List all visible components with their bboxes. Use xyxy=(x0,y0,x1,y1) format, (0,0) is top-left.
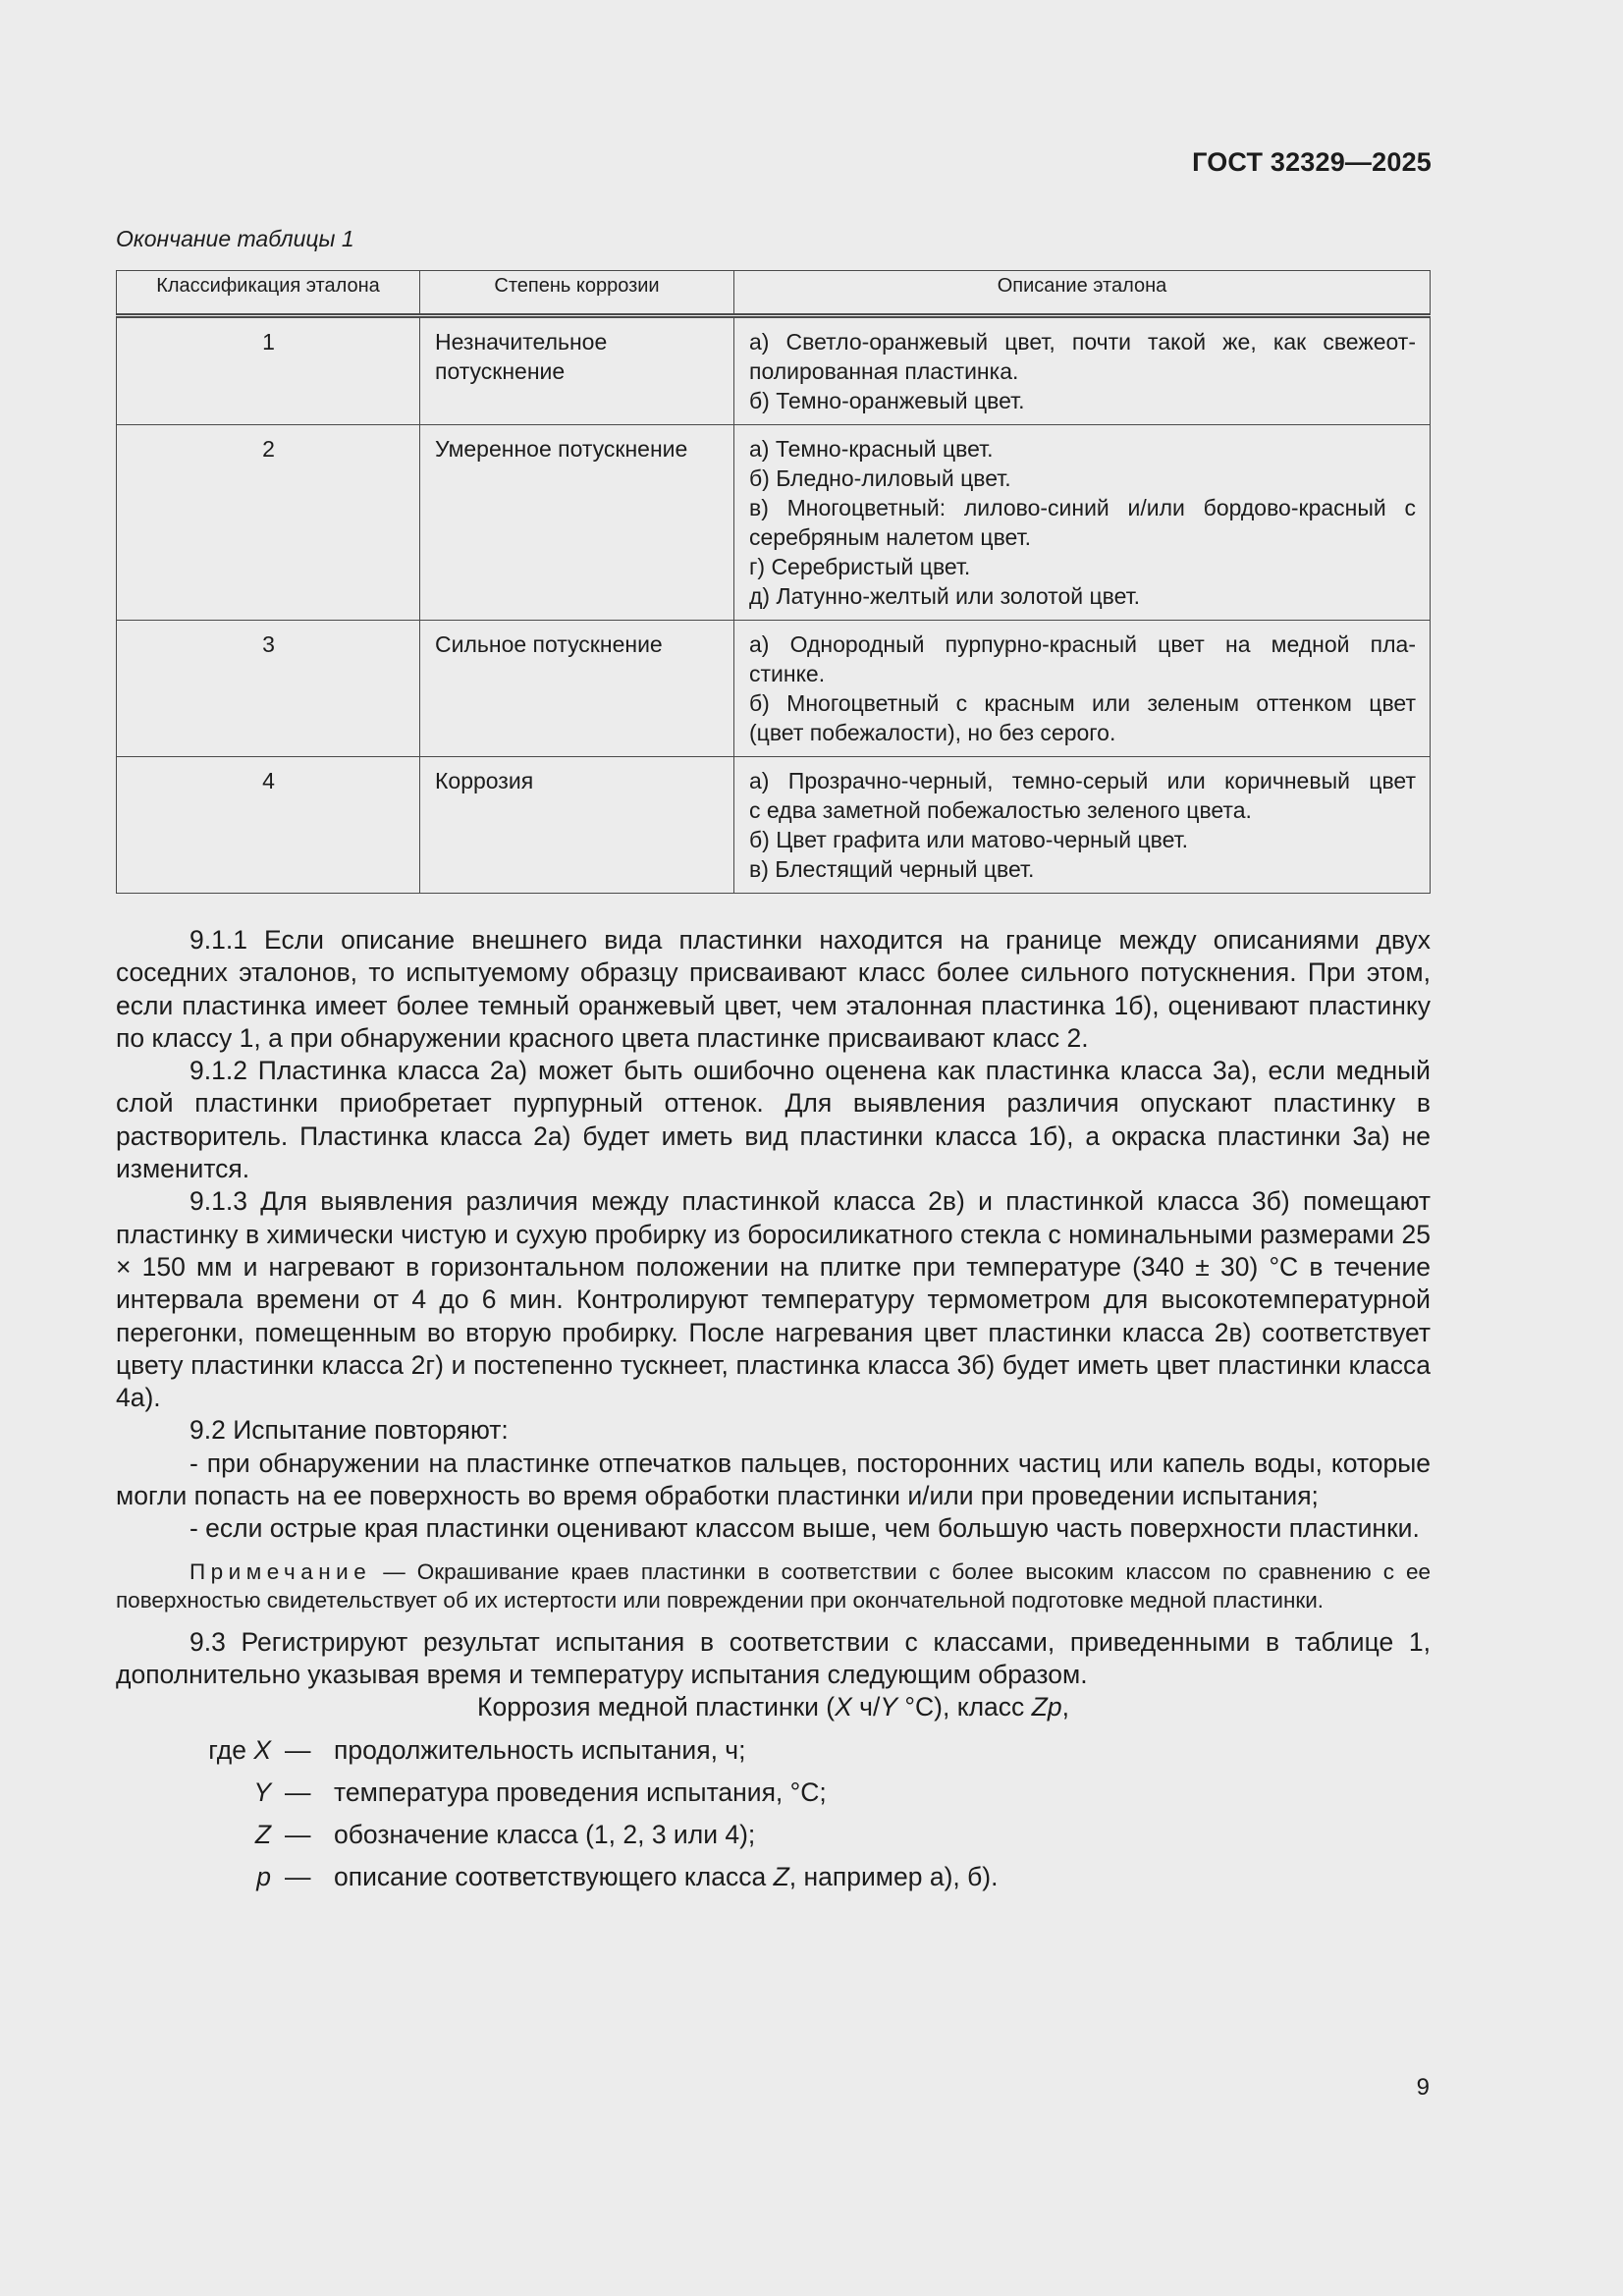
legend-row xyxy=(116,1773,1431,1815)
body-text xyxy=(116,924,1431,1899)
description-line: б) Темно-оранжевый цвет. xyxy=(749,388,1025,413)
column-header: Описание эталона xyxy=(734,271,1431,316)
class-cell: 2 xyxy=(117,425,420,621)
description-cell xyxy=(734,757,1431,894)
class-cell: 4 xyxy=(117,757,420,894)
degree-cell: Незначительное потускнение xyxy=(420,316,734,425)
reference-table xyxy=(116,270,1431,894)
description-cell xyxy=(734,425,1431,621)
table-caption: Окончание таблицы 1 xyxy=(116,226,354,251)
legend-row xyxy=(116,1857,1431,1899)
legend-dash: — xyxy=(285,1735,311,1766)
formula-text: ч/ xyxy=(851,1692,881,1722)
formula-symbol: Zp xyxy=(1031,1692,1062,1722)
description-line: б) Цвет графита или матово-черный цвет. xyxy=(749,827,1189,852)
description-line: а) Прозрачно-черный, темно-серый или коричневый цвет xyxy=(749,768,1416,793)
legend-symbol: Z xyxy=(254,1820,271,1850)
description-line: а) Темно-красный цвет. xyxy=(749,436,994,462)
formula-text: Коррозия медной пластинки ( xyxy=(477,1692,836,1722)
degree-cell: Умеренное потускнение xyxy=(420,425,734,621)
description-line: с едва заметной побежалостью зеленого цвета. xyxy=(749,797,1252,823)
description-line: полированная пластинка. xyxy=(749,358,1019,384)
description-line: в) Многоцветный: лилово-синий и/или бордово-красный с xyxy=(749,495,1416,520)
symbol-legend xyxy=(116,1730,1431,1899)
legend-row xyxy=(116,1815,1431,1857)
legend-dash: — xyxy=(285,1862,311,1892)
description-line: а) Однородный пурпурно-красный цвет на медной пла- xyxy=(749,631,1416,657)
legend-symbol: p xyxy=(256,1862,271,1892)
description-line: б) Бледно-лиловый цвет. xyxy=(749,465,1011,491)
page-number: 9 xyxy=(1416,2074,1430,2101)
paragraph-9-1-3: 9.1.3 Для выявления различия между пластинкой класса 2в) и пластинкой класса 3б) помещают пластинку в химически чистую и сухую пробирку из боросиликатного стекла с номинальными размерами 25 × 150 мм и нагревают в горизонтальном положении на плитке при температуре (340 ± 30) °С в течение интервала времени от 4 до 6 мин. Контролируют температуру термометром для высокотемпературной перегонки, помещенным во вторую пробирку. После нагревания цвет пластинки класса 2в) соответствует цвету пластинки класса 2г) и постепенно тускнеет, пластинка класса 3б) будет иметь цвет пластинки класса 4а). xyxy=(116,1186,1431,1413)
degree-cell: Сильное потускнение xyxy=(420,621,734,757)
paragraph-9-1-1: 9.1.1 Если описание внешнего вида пластинки находится на границе между описаниями двух соседних эталонов, то испытуемому образцу присваивают класс более сильного потускнения. При этом, если пластинка имеет более темный оранжевый цвет, чем эталонная пластинка 1б), оценивают пластинку по классу 1, а при обнаружении красного цвета пластинке присваивают класс 2. xyxy=(116,925,1431,1053)
legend-dash: — xyxy=(285,1777,311,1808)
note-label: Примечание xyxy=(189,1558,372,1584)
description-cell xyxy=(734,316,1431,425)
degree-cell: Коррозия xyxy=(420,757,734,894)
legend-symbol: где X xyxy=(208,1735,271,1766)
paragraph-9-3: 9.3 Регистрируют результат испытания в соответствии с классами, приведенными в таблице 1, дополнительно указывая время и температуру испытания следующим образом. xyxy=(116,1626,1431,1689)
table-row xyxy=(117,316,1431,425)
legend-text: продолжительность испытания, ч; xyxy=(334,1735,746,1766)
table-row xyxy=(117,425,1431,621)
formula-text: , xyxy=(1061,1692,1069,1722)
legend-row xyxy=(116,1730,1431,1773)
note-text: — Окрашивание краев пластинки в соответствии с более высоким классом по сравнению с ее поверхностью свидетельствует об их истертости или повреждении при окончательной подготовке медной пластинки. xyxy=(116,1558,1431,1613)
list-item: - если острые края пластинки оценивают классом выше, чем большую часть поверхности пластинки. xyxy=(189,1513,1420,1544)
list-item: - при обнаружении на пластинке отпечатков пальцев, посторонних частиц или капель воды, которые могли попасть на ее поверхность во время обработки пластинки и/или при проведении испытания; xyxy=(116,1448,1431,1511)
document-code: ГОСТ 32329—2025 xyxy=(1192,147,1432,177)
description-line: д) Латунно-желтый или золотой цвет. xyxy=(749,583,1141,609)
description-line: б) Многоцветный с красным или зеленым оттенком цвет xyxy=(749,690,1416,716)
paragraph-9-1-2: 9.1.2 Пластинка класса 2а) может быть ошибочно оценена как пластинка класса 3а), если медный слой пластинки приобретает пурпурный оттенок. Для выявления различия опускают пластинку в растворитель. Пластинка класса 2а) будет иметь вид пластинки класса 1б), а окраска пластинки 3а) не изменится. xyxy=(116,1056,1431,1184)
description-line: а) Светло-оранжевый цвет, почти такой же, как свежеот- xyxy=(749,329,1416,355)
class-cell: 3 xyxy=(117,621,420,757)
legend-text: описание соответствующего класса Z, например а), б). xyxy=(334,1862,999,1892)
class-cell: 1 xyxy=(117,316,420,425)
legend-symbol: Y xyxy=(253,1777,271,1808)
formula xyxy=(116,1691,1431,1723)
table-row xyxy=(117,621,1431,757)
legend-text: обозначение класса (1, 2, 3 или 4); xyxy=(334,1820,756,1850)
legend-text: температура проведения испытания, °С; xyxy=(334,1777,827,1808)
legend-dash: — xyxy=(285,1820,311,1850)
description-line: в) Блестящий черный цвет. xyxy=(749,856,1035,882)
column-header: Степень коррозии xyxy=(420,271,734,316)
description-line: г) Серебристый цвет. xyxy=(749,554,971,579)
formula-symbol: X xyxy=(835,1692,852,1722)
formula-text: °С), класс xyxy=(897,1692,1032,1722)
description-line: (цвет побежалости), но без серого. xyxy=(749,720,1116,745)
description-line: серебряным налетом цвет. xyxy=(749,524,1031,550)
table-header-row xyxy=(117,271,1431,316)
table-row xyxy=(117,757,1431,894)
description-cell xyxy=(734,621,1431,757)
formula-symbol: Y xyxy=(880,1692,898,1722)
description-line: стинке. xyxy=(749,661,826,686)
column-header: Классификация эталона xyxy=(117,271,420,316)
paragraph-9-2: 9.2 Испытание повторяют: xyxy=(189,1415,509,1446)
note xyxy=(116,1558,1431,1614)
